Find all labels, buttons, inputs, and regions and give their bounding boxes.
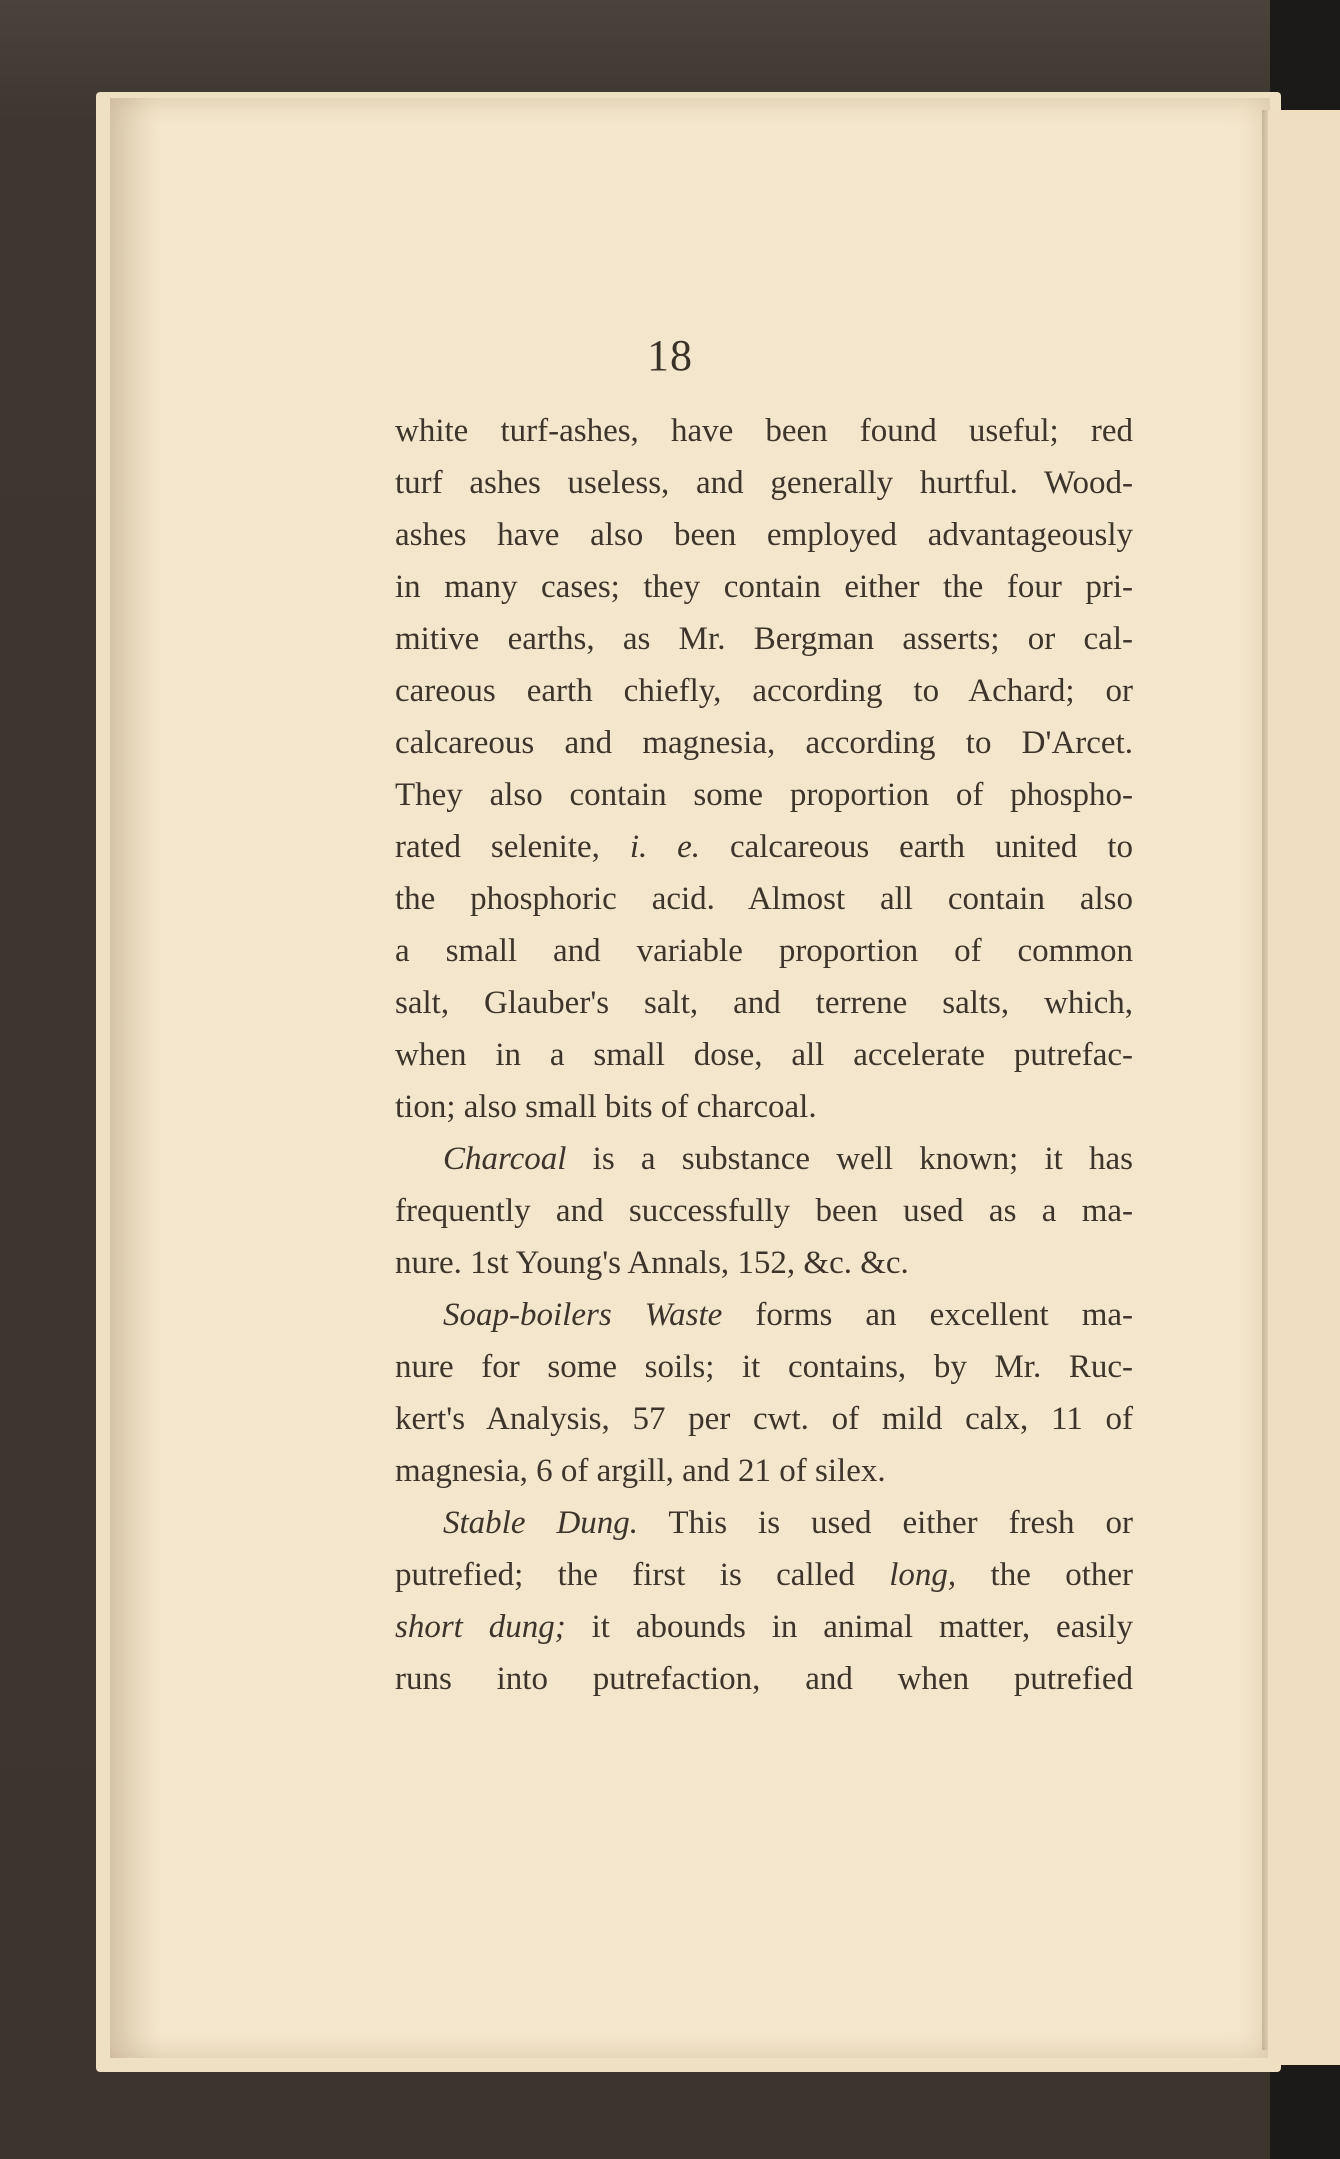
text-line <box>395 1289 1133 1341</box>
text-line: white turf-ashes, have been found useful; red <box>395 413 1133 449</box>
text-segment: forms an excellent ma- <box>755 1297 1133 1333</box>
text-segment: rated selenite, <box>395 829 600 865</box>
text-line <box>395 1497 1133 1549</box>
text-line: when in a small dose, all accelerate putrefac- <box>395 1037 1133 1073</box>
text-line: mitive earths, as Mr. Bergman asserts; or cal- <box>395 621 1133 657</box>
text-line: tion; also small bits of charcoal. <box>395 1089 817 1125</box>
text-segment: the other <box>990 1557 1133 1593</box>
text-line: a small and variable proportion of common <box>395 933 1133 969</box>
text-line: nure. 1st Young's Annals, 152, &c. &c. <box>395 1245 909 1281</box>
body-text <box>395 405 1133 1705</box>
text-segment: This is used either fresh or <box>668 1505 1134 1541</box>
text-line: magnesia, 6 of argill, and 21 of silex. <box>395 1453 886 1489</box>
italic-heading-stable-dung: Stable Dung. <box>443 1505 639 1541</box>
text-line: frequently and successfully been used as a ma- <box>395 1193 1133 1229</box>
text-line: the phosphoric acid. Almost all contain also <box>395 881 1133 917</box>
text-line <box>395 821 1133 873</box>
page-number: 18 <box>647 331 693 380</box>
text-segment: is a substance well known; it has <box>592 1141 1134 1177</box>
text-line: ashes have also been employed advantageously <box>395 517 1133 553</box>
text-line: salt, Glauber's salt, and terrene salts, which, <box>395 985 1133 1021</box>
text-line: nure for some soils; it contains, by Mr. Ruc- <box>395 1349 1133 1385</box>
italic-term-long: long, <box>889 1557 957 1593</box>
italic-abbreviation: i. e. <box>629 829 701 865</box>
text-segment: it abounds in animal matter, easily <box>591 1609 1134 1645</box>
text-line <box>395 1549 1133 1601</box>
page-edge-shadow <box>110 98 160 2058</box>
text-line: in many cases; they contain either the four pri- <box>395 569 1133 605</box>
text-line: runs into putrefaction, and when putrefied <box>395 1661 1133 1697</box>
text-segment: calcareous earth united to <box>729 829 1134 865</box>
page-gutter <box>1262 110 1268 2050</box>
italic-term-short-dung: short dung; <box>395 1609 566 1645</box>
text-line <box>395 1601 1133 1653</box>
italic-heading-soap-boilers-waste: Soap-boilers Waste <box>443 1297 723 1333</box>
text-line: They also contain some proportion of phospho- <box>395 777 1133 813</box>
italic-heading-charcoal: Charcoal <box>443 1141 567 1177</box>
text-line: careous earth chiefly, according to Achard; or <box>395 673 1133 709</box>
text-line <box>395 1133 1133 1185</box>
text-line: calcareous and magnesia, according to D'Arcet. <box>395 725 1133 761</box>
text-line: kert's Analysis, 57 per cwt. of mild calx, 11 of <box>395 1401 1133 1437</box>
text-segment: putrefied; the first is called <box>395 1557 855 1593</box>
text-line: turf ashes useless, and generally hurtful. Wood- <box>395 465 1133 501</box>
adjacent-page-edge <box>1268 110 1340 2065</box>
